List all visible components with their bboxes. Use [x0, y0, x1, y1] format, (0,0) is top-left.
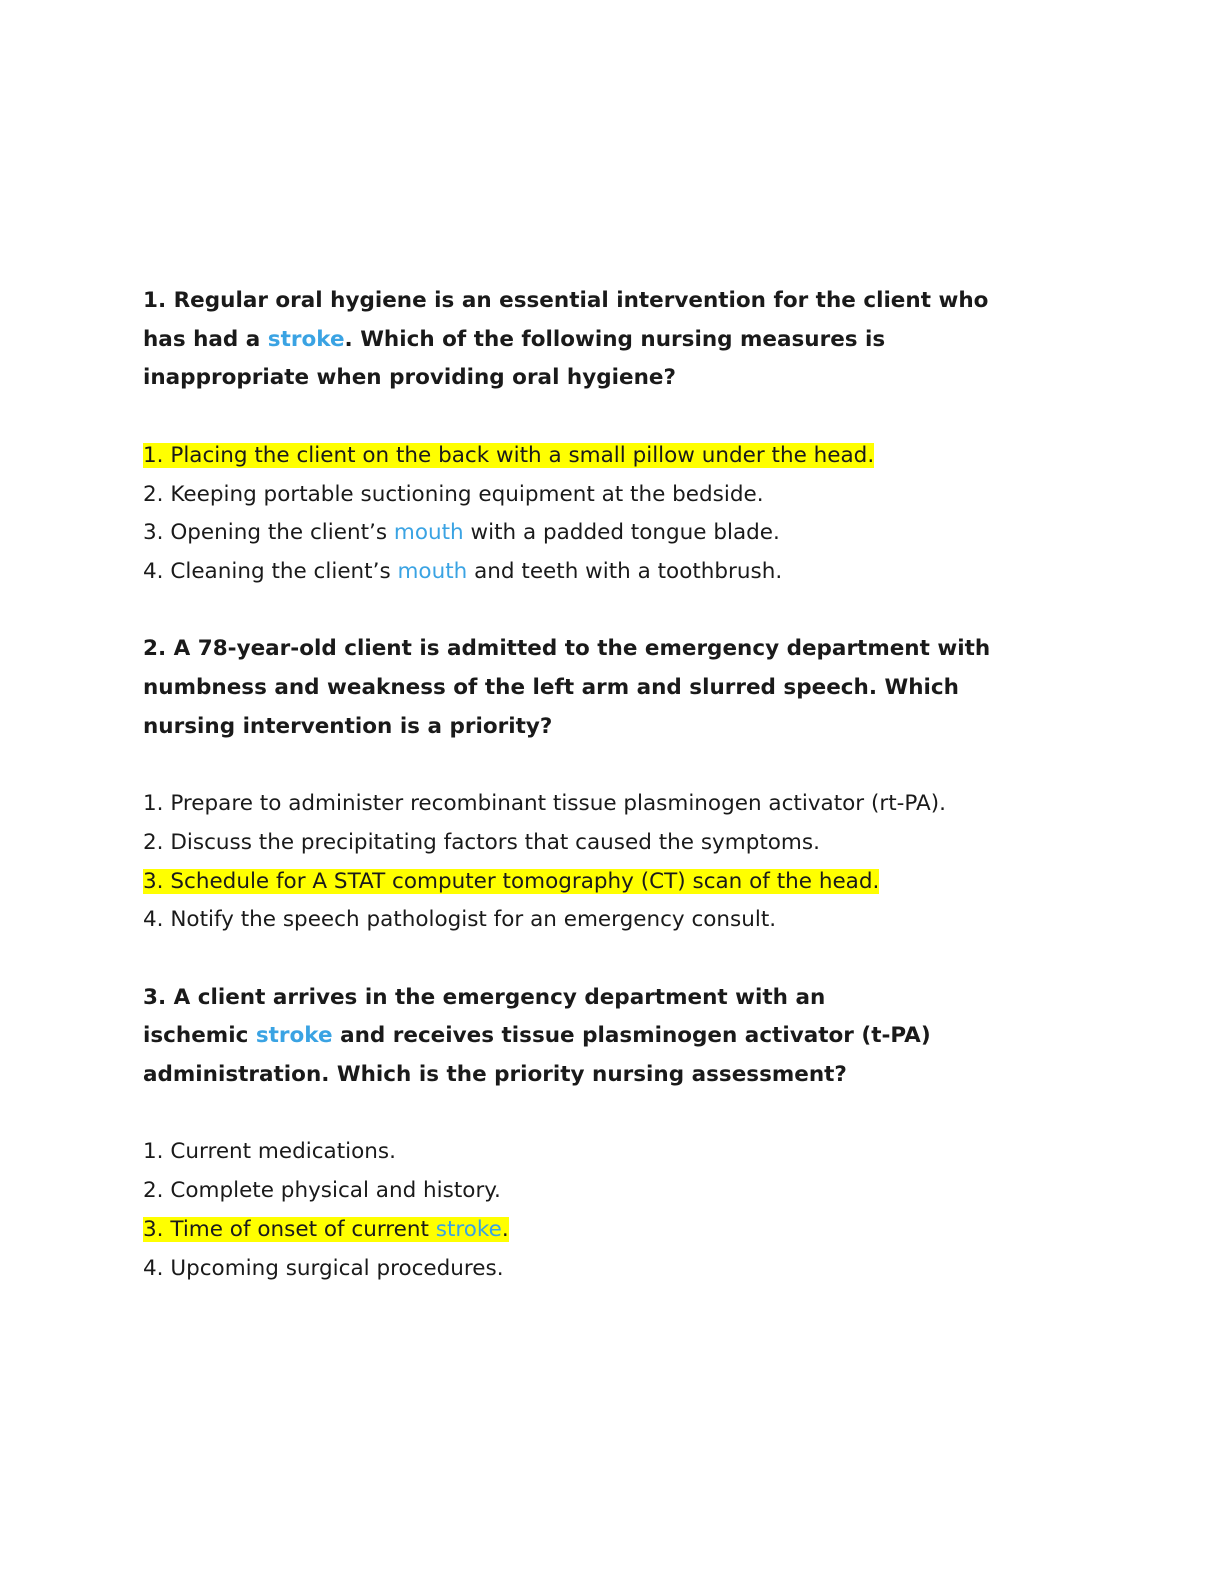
- question-2-options: [143, 785, 1083, 940]
- question-3-line-1: 3. A client arrives in the emergency department with an: [143, 984, 826, 1010]
- question-1-options: [143, 437, 1083, 592]
- answer-highlight: 3. Time of onset of current stroke.: [143, 1216, 509, 1242]
- document-body: [143, 282, 1083, 1288]
- question-2: [143, 630, 1083, 746]
- answer-highlight: 1. Placing the client on the back with a small pillow under the head.: [143, 442, 875, 468]
- option-2-4: 4. Notify the speech pathologist for an emergency consult.: [143, 907, 777, 933]
- option-2-3: [143, 863, 1083, 902]
- question-2-line-2: numbness and weakness of the left arm and slurred speech. Which: [143, 675, 959, 700]
- answer-highlight: 3. Schedule for A STAT computer tomography (CT) scan of the head.: [143, 868, 880, 894]
- option-1-1: [143, 437, 1083, 476]
- option-3-3: [143, 1211, 1083, 1250]
- option-2-1: 1. Prepare to administer recombinant tissue plasminogen activator (rt-PA).: [143, 791, 946, 817]
- option-1-3: 3. Opening the client’s mouth with a padded tongue blade.: [143, 520, 780, 546]
- option-1-4: 4. Cleaning the client’s mouth and teeth with a toothbrush.: [143, 558, 783, 584]
- question-1-line-2: has had a stroke. Which of the following nursing measures is: [143, 326, 886, 352]
- keyword-link[interactable]: stroke: [435, 1216, 502, 1242]
- question-3-line-3: administration. Which is the priority nursing assessment?: [143, 1062, 847, 1087]
- keyword-link[interactable]: stroke: [267, 326, 345, 352]
- question-2-line-1: 2. A 78-year-old client is admitted to the emergency department with: [143, 636, 991, 662]
- option-2-2: 2. Discuss the precipitating factors that caused the symptoms.: [143, 829, 820, 855]
- question-3-line-2: ischemic stroke and receives tissue plasminogen activator (t-PA): [143, 1023, 931, 1049]
- question-1-line-1: 1. Regular oral hygiene is an essential intervention for the client who: [143, 288, 989, 313]
- question-1: [143, 282, 1083, 398]
- question-3-options: [143, 1133, 1083, 1288]
- option-1-2: 2. Keeping portable suctioning equipment at the bedside.: [143, 481, 764, 507]
- option-3-2: 2. Complete physical and history.: [143, 1178, 501, 1204]
- option-3-1: 1. Current medications.: [143, 1139, 396, 1165]
- question-3: [143, 979, 1083, 1095]
- keyword-link[interactable]: stroke: [255, 1023, 333, 1049]
- option-3-4: 4. Upcoming surgical procedures.: [143, 1255, 504, 1281]
- keyword-link[interactable]: mouth: [393, 520, 464, 546]
- question-2-line-3: nursing intervention is a priority?: [143, 713, 553, 739]
- keyword-link[interactable]: mouth: [397, 558, 468, 584]
- question-1-line-3: inappropriate when providing oral hygiene?: [143, 365, 676, 391]
